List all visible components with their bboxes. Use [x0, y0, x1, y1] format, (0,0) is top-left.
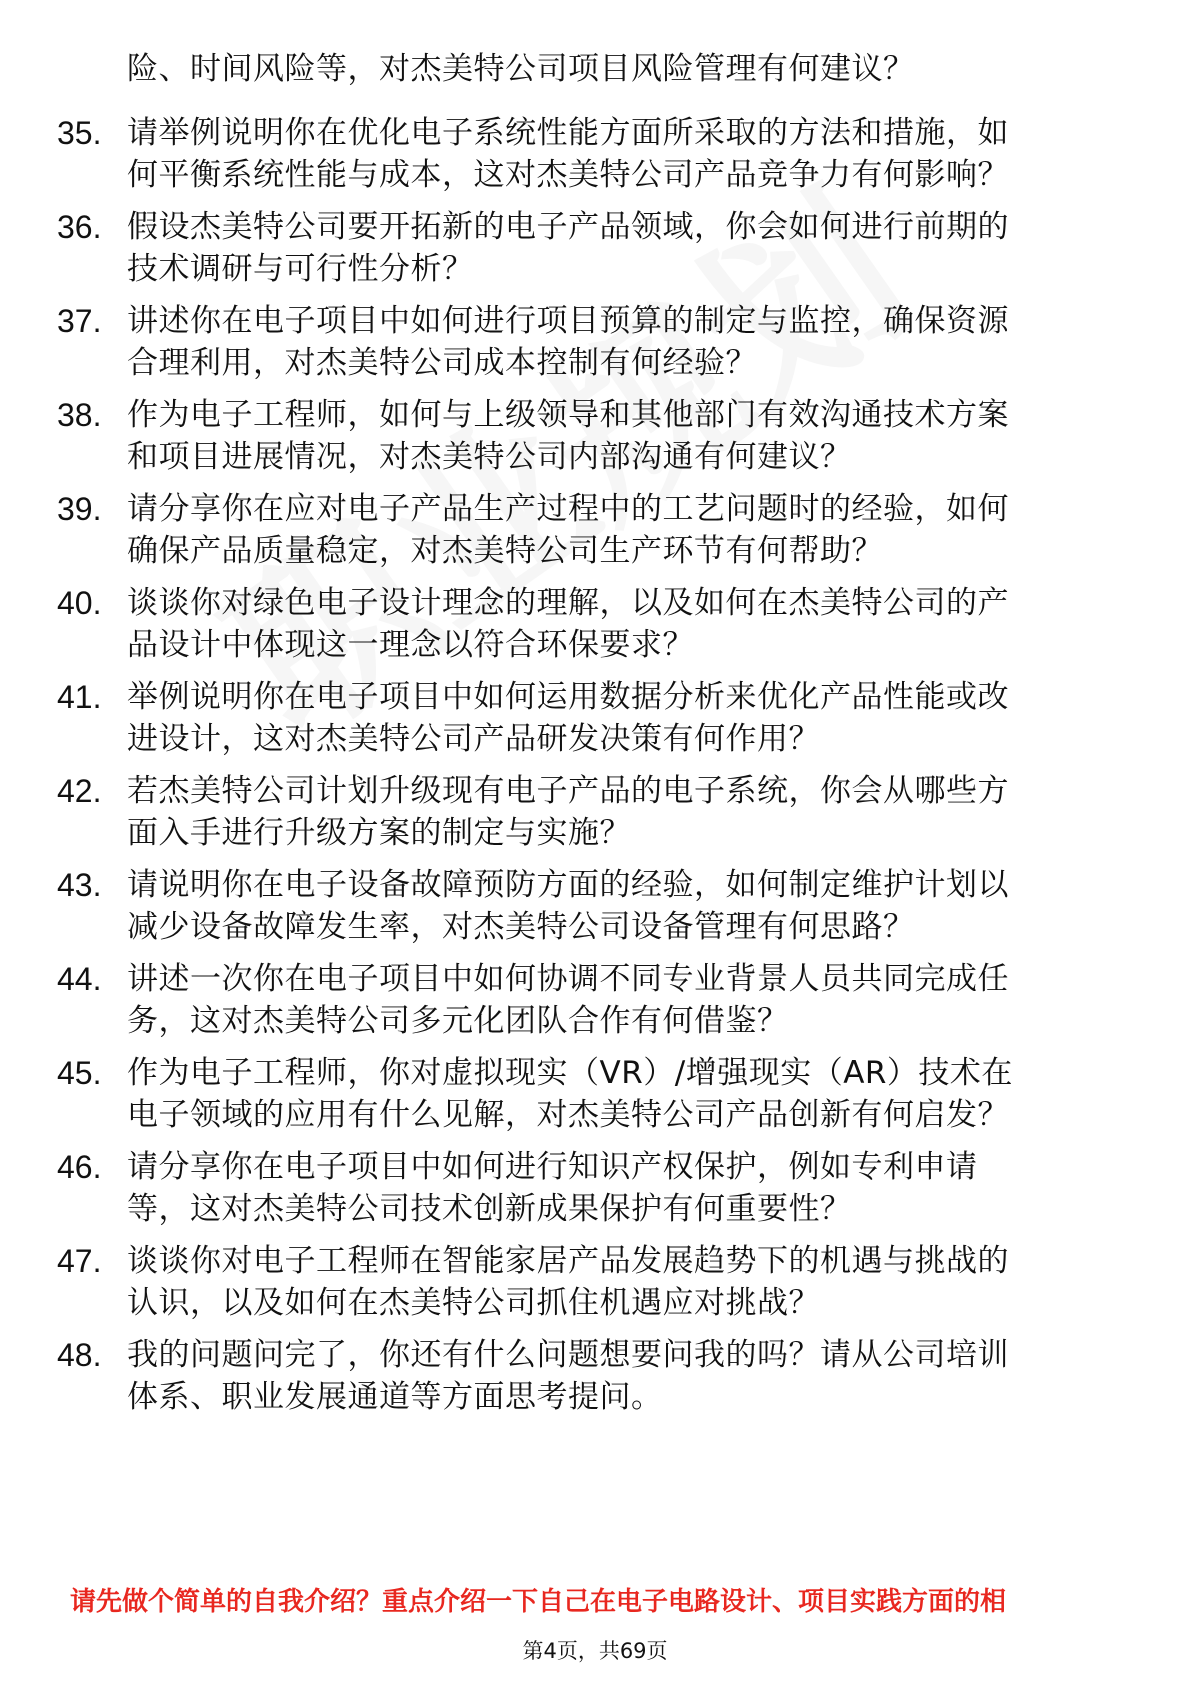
question-text-line: 举例说明你在电子项目中如何运用数据分析来优化产品性能或改	[127, 679, 1009, 715]
question-number: 37.	[57, 303, 102, 339]
question-text-line: 请说明你在电子设备故障预防方面的经验，如何制定维护计划以	[127, 867, 1009, 903]
question-text-line: 务，这对杰美特公司多元化团队合作有何借鉴？	[127, 1003, 789, 1039]
question-text-line: 讲述一次你在电子项目中如何协调不同专业背景人员共同完成任	[127, 961, 1009, 997]
question-item	[0, 300, 1190, 394]
question-number: 35.	[57, 115, 102, 151]
question-number: 40.	[57, 585, 102, 621]
question-text-line: 等，这对杰美特公司技术创新成果保护有何重要性？	[127, 1191, 852, 1227]
question-item	[0, 1334, 1190, 1428]
question-text-line: 品设计中体现这一理念以符合环保要求？	[127, 627, 694, 663]
question-number: 46.	[57, 1149, 102, 1185]
question-item	[0, 582, 1190, 676]
question-item	[0, 864, 1190, 958]
highlighted-question-text: 请先做个简单的自我介绍？重点介绍一下自己在电子电路设计、项目实践方面的相	[70, 1587, 1007, 1617]
question-number: 39.	[57, 491, 102, 527]
question-item	[0, 958, 1190, 1052]
question-text-line: 何平衡系统性能与成本，这对杰美特公司产品竞争力有何影响？	[127, 157, 1009, 193]
question-number: 48.	[57, 1337, 102, 1373]
question-text-line: 电子领域的应用有什么见解，对杰美特公司产品创新有何启发？	[127, 1097, 1009, 1133]
continued-question-text: 险、时间风险等，对杰美特公司项目风险管理有何建议？	[127, 51, 915, 87]
question-number: 45.	[57, 1055, 102, 1091]
question-text-line: 确保产品质量稳定，对杰美特公司生产环节有何帮助？	[127, 533, 883, 569]
question-text-line: 技术调研与可行性分析？	[127, 251, 474, 287]
question-text-line: 讲述你在电子项目中如何进行项目预算的制定与监控，确保资源	[127, 303, 1009, 339]
question-number: 38.	[57, 397, 102, 433]
question-text-line: 请分享你在应对电子产品生产过程中的工艺问题时的经验，如何	[127, 491, 1009, 527]
question-item	[0, 1240, 1190, 1334]
question-text-line: 面入手进行升级方案的制定与实施？	[127, 815, 631, 851]
question-text-line: 作为电子工程师，你对虚拟现实（VR）/增强现实（AR）技术在	[127, 1055, 1013, 1091]
question-item	[0, 1146, 1190, 1240]
question-list	[0, 112, 1190, 1428]
question-number: 44.	[57, 961, 102, 997]
question-text-line: 作为电子工程师，如何与上级领导和其他部门有效沟通技术方案	[127, 397, 1009, 433]
question-text-line: 我的问题问完了，你还有什么问题想要问我的吗？请从公司培训	[127, 1337, 1009, 1373]
question-text-line: 认识，以及如何在杰美特公司抓住机遇应对挑战？	[127, 1285, 820, 1321]
question-text-line: 减少设备故障发生率，对杰美特公司设备管理有何思路？	[127, 909, 915, 945]
question-number: 41.	[57, 679, 102, 715]
question-item	[0, 676, 1190, 770]
question-text-line: 合理利用，对杰美特公司成本控制有何经验？	[127, 345, 757, 381]
question-number: 36.	[57, 209, 102, 245]
question-number: 47.	[57, 1243, 102, 1279]
question-text-line: 假设杰美特公司要开拓新的电子产品领域，你会如何进行前期的	[127, 209, 1009, 245]
question-text-line: 请举例说明你在优化电子系统性能方面所采取的方法和措施，如	[127, 115, 1009, 151]
question-item	[0, 394, 1190, 488]
question-text-line: 请分享你在电子项目中如何进行知识产权保护，例如专利申请	[127, 1149, 978, 1185]
question-text-line: 进设计，这对杰美特公司产品研发决策有何作用？	[127, 721, 820, 757]
question-text-line: 谈谈你对电子工程师在智能家居产品发展趋势下的机遇与挑战的	[127, 1243, 1009, 1279]
question-item	[0, 488, 1190, 582]
question-item	[0, 206, 1190, 300]
question-number: 42.	[57, 773, 102, 809]
page-number: 第4页，共69页	[522, 1639, 668, 1663]
question-text-line: 若杰美特公司计划升级现有电子产品的电子系统，你会从哪些方	[127, 773, 1009, 809]
question-text-line: 体系、职业发展通道等方面思考提问。	[127, 1379, 663, 1415]
question-text-line: 和项目进展情况，对杰美特公司内部沟通有何建议？	[127, 439, 852, 475]
question-text-line: 谈谈你对绿色电子设计理念的理解，以及如何在杰美特公司的产	[127, 585, 1009, 621]
question-item	[0, 112, 1190, 206]
question-number: 43.	[57, 867, 102, 903]
question-item	[0, 770, 1190, 864]
question-item	[0, 1052, 1190, 1146]
